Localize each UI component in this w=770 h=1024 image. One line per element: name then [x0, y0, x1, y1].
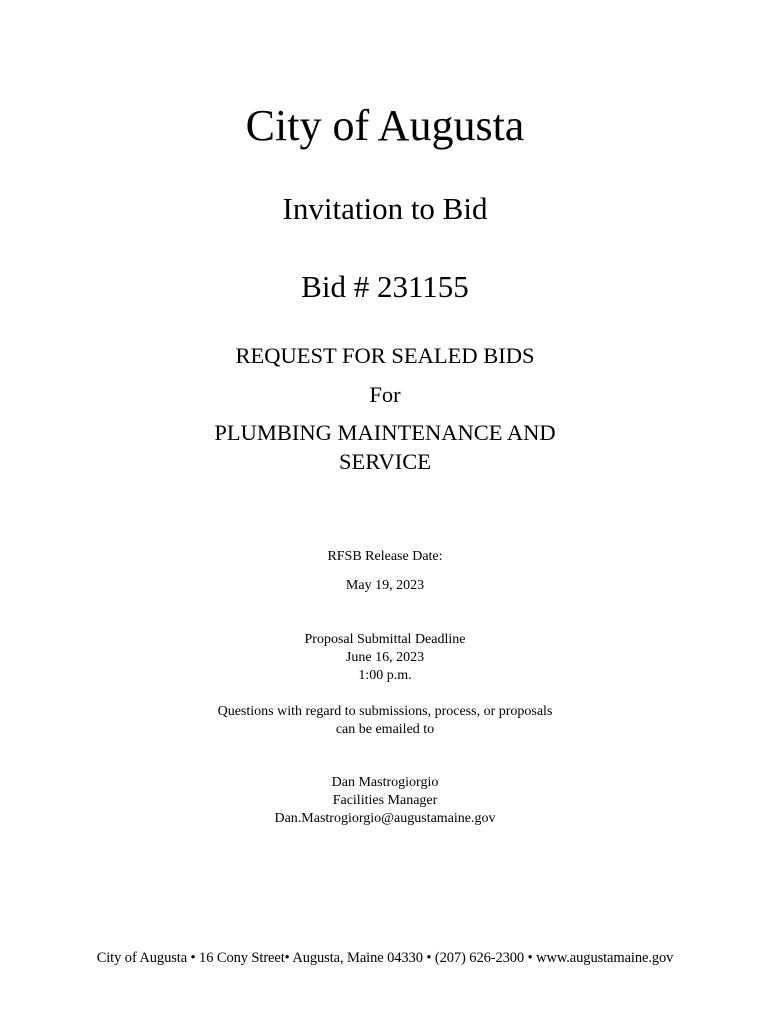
- release-date-label: RFSB Release Date:: [327, 549, 443, 564]
- document-type: Invitation to Bid: [282, 191, 488, 226]
- contact-email[interactable]: Dan.Mastrogiorgio@augustamaine.gov: [274, 811, 496, 826]
- contact-name: Dan Mastrogiorgio: [331, 775, 439, 790]
- bid-number: Bid # 231155: [301, 269, 469, 304]
- questions-text-line-1: Questions with regard to submissions, process, or proposals: [217, 704, 553, 719]
- request-heading: REQUEST FOR SEALED BIDS: [235, 343, 535, 368]
- questions-text-line-2: can be emailed to: [335, 722, 435, 737]
- contact-title: Facilities Manager: [332, 793, 438, 808]
- release-date: May 19, 2023: [345, 578, 425, 593]
- project-title-line-1: PLUMBING MAINTENANCE AND: [214, 420, 556, 445]
- city-title: City of Augusta: [245, 101, 525, 150]
- for-label: For: [369, 382, 401, 407]
- deadline-time: 1:00 p.m.: [358, 668, 412, 683]
- project-title-line-2: SERVICE: [339, 449, 431, 474]
- deadline-label: Proposal Submittal Deadline: [304, 632, 466, 647]
- deadline-date: June 16, 2023: [345, 650, 425, 665]
- footer-address: City of Augusta • 16 Cony Street• Augusta, Maine 04330 • (207) 626-2300 • www.augustamaine.gov: [96, 950, 674, 966]
